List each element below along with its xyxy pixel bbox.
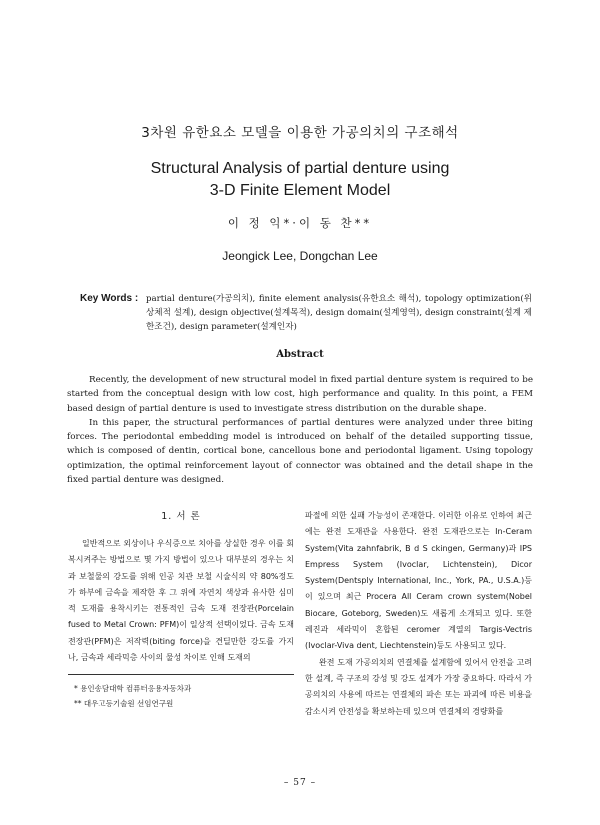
footnote-divider: [68, 674, 294, 675]
title-english: [0, 158, 600, 202]
section-heading-introduction: 1. 서 론: [161, 511, 201, 522]
abstract-paragraph-1: Recently, the development of new structural model in fixed partial denture system is required to be started from the conceptual design with low cost, high performance and quality. In this point, a FEM based design of partial denture is used to investigate stress distribution on the durable shape.: [67, 375, 533, 414]
keywords-block: [80, 292, 532, 334]
abstract-body: [67, 373, 533, 487]
authors-korean: 이 정 익*·이 동 찬**: [227, 216, 373, 230]
page-number: – 57 –: [283, 778, 317, 788]
footnote-2: ** 대우고등기술원 선임연구원: [74, 699, 174, 708]
right-column-paragraph-1: 파절에 의한 실패 가능성이 존재한다. 이러한 이유로 인하여 최근에는 완전 도재관을 사용한다. 완전 도재관으로는 In-Ceram System(Vita zahnfabrik, B d S ckingen, Germany)과 IPS Empress System (Ivoclar, Lichtenstein), Dicor System(Dentsply International, Inc., York, PA., U.S.A.)등이 있으며 최근 Procera All Ceram crown system(Nobel Biocare, Goteborg, Sweden)도 새롭게 소개되고 있다. 또한 레진과 세라믹이 혼합된 ceromer 계열의 Targis-Vectris (Ivoclar-Viva dent, Liechtenstein)등도 사용되고 있다.: [305, 511, 532, 651]
title-english-line2: 3-D Finite Element Model: [209, 182, 391, 199]
left-column: [68, 508, 294, 666]
authors-english: Jeongick Lee, Dongchan Lee: [222, 249, 378, 263]
title-korean: 3차원 유한요소 모델을 이용한 가공의치의 구조해석: [141, 125, 459, 141]
left-column-paragraph: 일반적으로 외상이나 우식증으로 치아를 상실한 경우 이를 회복시켜주는 방법으로 몇 가지 방법이 있으나 대부분의 경우는 치과 보철물의 강도를 위해 인공 치관 보철 시술식의 약 80%정도가 하부에 금속을 제작한 후 그 위에 자연치 색상과 유사한 심미적 도재를 용착시키는 전통적인 금속 도재 전장관(Porcelain fused to Metal Crown: PFM)이 일상적 선택이었다. 금속 도재 전장관(PFM)은 저작력(biting force)을 견딜만한 강도를 가지나, 금속과 세라믹층 사이의 물성 차이로 인해 도재의: [68, 539, 294, 663]
title-english-line1: Structural Analysis of partial denture using: [150, 160, 450, 177]
keywords-label: Key Words :: [80, 293, 139, 304]
right-column-paragraph-2: 완전 도재 가공의치의 연결체를 설계함에 있어서 안전을 고려한 설계, 즉 구조의 강성 및 강도 설계가 가장 중요하다. 따라서 가공의치의 사용에 따르는 연결체의 파손 또는 파괴에 따른 비용을 감소시켜 안전성을 확보하는데 있으며 연결체의 경량화를: [305, 657, 532, 716]
right-column: [305, 508, 532, 720]
keywords-text: partial denture(가공의치), finite element analysis(유한요소 해석), topology optimization(위상체적 설계), design objective(설계목적), design domain(설계영역), design constraint(설계 제한조건), design parameter(설계인자): [146, 294, 532, 332]
abstract-paragraph-2: In this paper, the structural performances of partial dentures were analyzed under three biting forces. The periodontal embedding model is introduced on behalf of the detailed supporting tissue, which is composed of dentin, cortical bone, cancellous bone and periodontal ligament. Using topology optimization, the optimal reinforcement layout of connector was obtained and the detail shape in the fixed partial denture was designed.: [67, 417, 533, 486]
footnote-1: * 용인송담대학 컴퓨터응용자동차과: [74, 684, 192, 693]
abstract-heading: Abstract: [276, 349, 324, 360]
footnotes: [70, 681, 294, 711]
